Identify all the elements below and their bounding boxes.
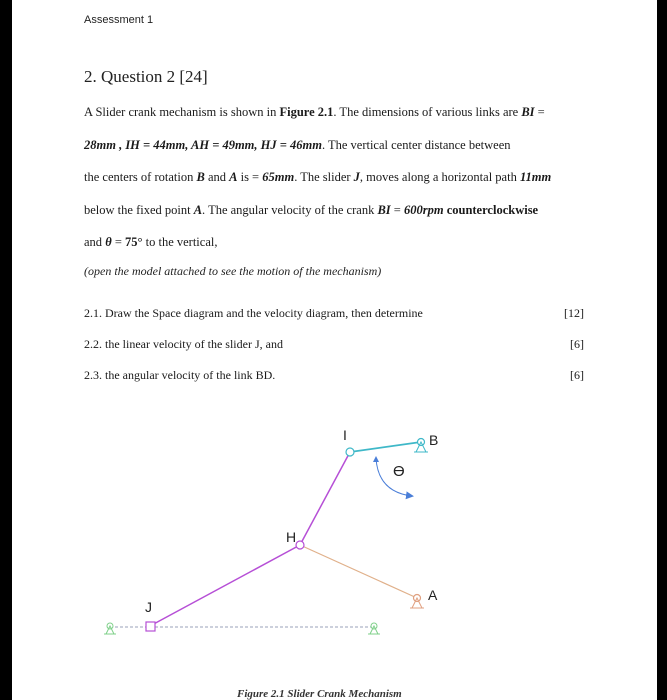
body-text: = — [111, 235, 125, 249]
body-text: . The slider — [294, 170, 354, 184]
fixed-pivot-a — [410, 595, 424, 609]
body-text: and — [204, 170, 230, 184]
body-text: . The dimensions of various links are — [333, 105, 522, 119]
crank-bi — [350, 442, 421, 452]
slider-j-label: J — [353, 170, 360, 184]
point-a-label: A — [229, 170, 238, 184]
label-h: H — [286, 529, 297, 545]
label-a: A — [428, 587, 438, 603]
mechanism-figure — [12, 410, 657, 700]
ground-right — [368, 623, 380, 634]
question-title: 2. Question 2 [24] — [84, 67, 208, 86]
task-item — [84, 306, 584, 321]
joint-h — [296, 541, 304, 549]
task-mark: [6] — [570, 368, 584, 382]
task-text: 2.2. the linear velocity of the slider J, and — [84, 337, 283, 351]
vertical-distance: 65mm — [262, 170, 295, 184]
body-text: and — [84, 235, 106, 249]
task-item — [84, 368, 584, 383]
body-text: . The vertical center distance between — [321, 137, 511, 152]
figure-ref: Figure 2.1 — [279, 105, 334, 119]
figure-caption: Figure 2.1 Slider Crank Mechanism — [237, 688, 402, 700]
label-b: B — [429, 432, 439, 448]
joint-i — [346, 448, 354, 456]
point-b-label: B — [196, 170, 205, 184]
ground-left — [104, 623, 116, 634]
body-text: , moves along a horizontal path — [359, 170, 520, 184]
body-text: below the fixed point — [84, 202, 194, 217]
link-dimensions: 28mm , IH = 44mm, AH = 49mm, HJ = 46mm — [84, 137, 322, 152]
task-text: 2.1. Draw the Space diagram and the velocity diagram, then determine — [84, 306, 423, 320]
direction-arrow-up — [373, 456, 379, 462]
header-label: Assessment 1 — [84, 14, 154, 26]
model-note: (open the model attached to see the motion of the mechanism) — [84, 264, 382, 278]
label-i: I — [343, 427, 347, 443]
link-ah — [300, 545, 417, 598]
crank-label: BI — [377, 202, 391, 217]
link-hj — [150, 545, 300, 626]
body-text: = — [390, 202, 404, 217]
label-j: J — [145, 599, 152, 615]
body-text: A Slider crank mechanism is shown in — [84, 105, 280, 119]
body-text: . The angular velocity of the crank — [202, 202, 378, 217]
slider-j — [146, 622, 155, 631]
label-theta: ϴ — [393, 463, 405, 480]
fixed-pivot-b — [414, 439, 428, 453]
body-text: = — [534, 105, 545, 119]
task-mark: [12] — [564, 306, 584, 320]
document-page — [12, 0, 657, 700]
angular-velocity: 600rpm — [403, 202, 444, 217]
path-offset: 11mm — [519, 170, 552, 184]
body-text: is = — [237, 170, 263, 184]
body-text: the centers of rotation — [84, 170, 197, 184]
rotation-direction: counterclockwise — [443, 202, 539, 217]
point-a-label: A — [193, 202, 203, 217]
body-text: to the vertical, — [142, 235, 218, 249]
link-ih — [300, 452, 350, 545]
task-item — [84, 337, 584, 352]
task-mark: [6] — [570, 337, 584, 351]
task-text: 2.3. the angular velocity of the link BD. — [84, 368, 276, 382]
theta-value: 75° — [125, 235, 143, 249]
link-bi-label: BI — [521, 105, 535, 119]
question-body — [84, 96, 584, 259]
theta-symbol: θ — [105, 235, 112, 249]
